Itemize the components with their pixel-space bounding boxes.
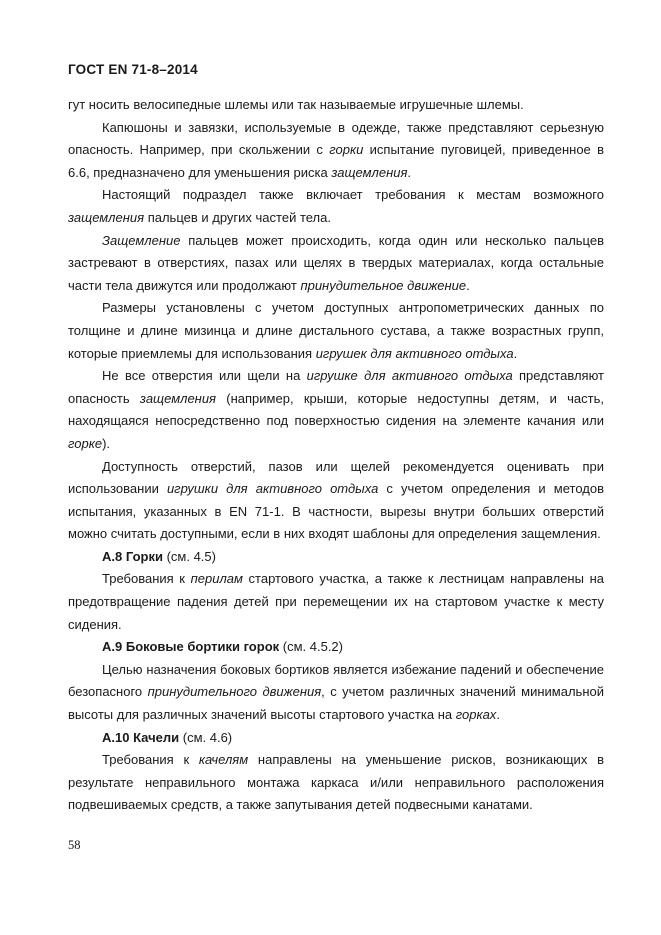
paragraph: Размеры установлены с учетом доступных антропометрических данных по толщине и длине мизинца и длине дистального сустава, а также возрастных групп, которые приемлемы для использования игрушек для активного отдыха. [68,300,604,361]
paragraph: Доступность отверстий, пазов или щелей рекомендуется оценивать при использовании игрушки для активного отдыха с учетом определения и методов испытания, указанных в EN 71-1. В частности, вырезы внутри больших отверстий можно считать доступными, если в них входят шаблоны для определения защемления. [68,458,605,542]
section-heading-a9: А.9 Боковые бортики горок (см. 4.5.2) [102,639,343,655]
paragraph: Настоящий подраздел также включает требования к местам возможного защемления пальцев и других частей тела. [68,187,604,225]
paragraph: Капюшоны и завязки, используемые в одежде, также представляют серьезную опасность. Например, при скольжении с горки испытание пуговицей, приведенное в 6.6, предназначено для уменьшения риска защемления. [68,119,605,180]
section-heading-a10: А.10 Качели (см. 4.6) [102,729,233,745]
paragraph: Целью назначения боковых бортиков является избежание падений и обеспечение безопасного принудительного движения, с учетом различных значений минимальной высоты для различных значений высоты стартового участка на горках. [68,661,605,723]
document-body [68,94,604,817]
paragraph: Требования к перилам стартового участка, а также к лестницам направлены на предотвращение падения детей при перемещении их на стартовом участке к месту сидения. [68,571,604,632]
section-heading-a8: А.8 Горки (см. 4.5) [102,548,216,564]
paragraph: гут носить велосипедные шлемы или так называемые игрушечные шлемы. [68,97,524,112]
paragraph: Защемление пальцев может происходить, когда один или несколько пальцев застревают в отверстиях, пазах или щелях в твердых материалах, когда остальные части тела движутся или продолжают принудительное движение. [68,232,604,293]
paragraph: Не все отверстия или щели на игрушке для активного отдыха представляют опасность защемления (например, крыши, которые недоступны детям, и часть, находящаяся непосредственно под поверхностью сидения на элементе качания или горке). [68,368,605,451]
paragraph: Требования к качелям направлены на уменьшение рисков, возникающих в результате неправильного монтажа каркаса и/или неправильного расположения подвешиваемых средств, а также запутывания детей подвесными канатами. [68,752,604,813]
document-header: ГОСТ EN 71-8–2014 [68,62,198,77]
page-number: 58 [68,838,81,852]
